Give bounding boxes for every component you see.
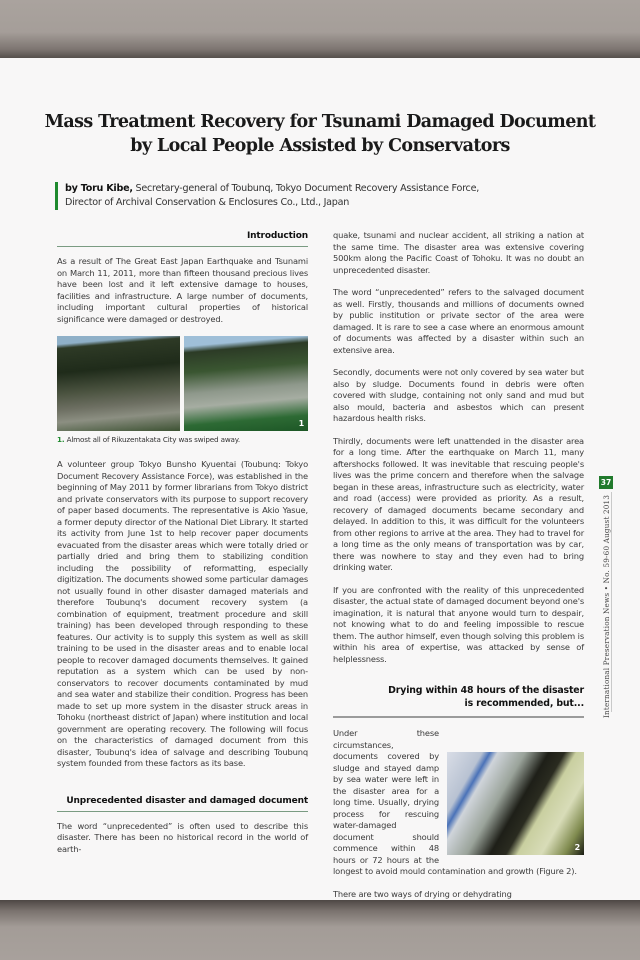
author-affiliation-2: Director of Archival Conservation & Enclosures Co., Ltd., Japan [65, 197, 350, 208]
intro-paragraph: As a result of The Great East Japan Earthquake and Tsunami on March 11, 2011, more than fifteen thousand precious lives have been lost and it left extensive damage to houses, facilities and infrastructure. A large number of documents, including important cultural properties of historical significance were damaged or destroyed. [57, 256, 308, 324]
background-bottom [0, 900, 640, 960]
right-paragraph-6 [333, 728, 584, 878]
magazine-page [0, 58, 640, 900]
drying-text: Under these circumstances, documents covered by sludge and stayed damp by sea water were left in the disaster area for a long time. Usually, drying process for rescuing water-damaged document should commence within 48 hours or 72 hours at the longest to avoid mould contamination and growth (Figure 2). [333, 728, 577, 876]
unprecedented-paragraph: The word “unprecedented” is often used to describe this disaster. There has been no historical record in the world of earth- [57, 820, 308, 854]
title-line-1: Mass Treatment Recovery for Tsunami Damaged Document [44, 112, 596, 132]
right-paragraph-3: Secondly, documents were not only covered by sea water but also by sludge. Documents found in debris were often covered with sludge, containing not only sand and mud but also mould, bacteria and asbestos which can present hazardous health risks. [333, 367, 584, 423]
right-paragraph-1: quake, tsunami and nuclear accident, all striking a nation at the same time. The disaster area was extensive covering 500km along the Pacific Coast of Tohoku. It was no doubt an unprecedented disaster. [333, 230, 584, 275]
right-paragraph-2: The word “unprecedented” refers to the salvaged document as well. Firstly, thousands and millions of documents owned by public institution or private sector of the area were damaged. It is rare to see a case where an enormous amount of documents was affected by a disaster within such an extensive area. [333, 287, 584, 355]
caption-number: 1. [57, 435, 65, 444]
title-line-2: by Local People Assisted by Conservators [130, 136, 510, 156]
section-heading-drying [333, 684, 584, 718]
right-column [333, 230, 584, 911]
heading-line-1: Drying within 48 hours of the disaster [388, 685, 584, 696]
figure-1-number: 1 [298, 418, 304, 428]
background-top [0, 0, 640, 58]
figure-1-caption [57, 435, 308, 445]
section-heading-introduction: Introduction [57, 230, 308, 247]
author-name: by Toru Kibe, [65, 183, 133, 194]
caption-text: Almost all of Rikuzentakata City was swiped away. [64, 435, 241, 444]
paragraph-toubunq: A volunteer group Tokyo Bunsho Kyuentai (Toubunq: Tokyo Document Recovery Assistance Force), was established in the beginning of May 2011 by former librarians from Tokyo district and private conservators with its purpose to support recovery of paper based documents. The representative is Akio Yasue, a former deputy director of the National Diet Library. It started its activity from June 1st to help recover paper documents evacuated from the disaster areas which were totally dried or partially dried and bring them to stabilizing condition including the possibility of reformatting, especially digitization. The documents showed some particular damages not usually found in other disaster damaged materials and therefore Toubunq's document recovery system (a combination of equipment, treatment procedure and skill training) has been developed through responding to these features. Our activity is to supply this system as well as skill training to be used in the disaster areas and to enable local people to recover damaged documents themselves. It gained reputation as a system which can be used by non-conservators to recover documents contaminated by mud and sea water and stabilize their condition. Progress has been made to set up more system in the disaster struck areas in Tohoku (northeast district of Japan) where institution and local government are operating recovery. The following will focus on the characteristics of damaged document from this disaster, Toubunq's idea of salvage and describing Toubunq system founded from these factors as its base. [57, 459, 308, 768]
page-number-badge: 37 [600, 478, 612, 487]
figure-2-number: 2 [574, 842, 580, 852]
running-footer-vertical: International Preservation News • No. 59-60 August 2013 [602, 494, 611, 718]
figure-1 [57, 336, 308, 431]
section-heading-unprecedented: Unprecedented disaster and damaged document [57, 795, 308, 812]
author-affiliation-1: Secretary-general of Toubunq, Tokyo Document Recovery Assistance Force, [132, 183, 480, 194]
right-paragraph-5: If you are confronted with the reality of this unprecedented disaster, the actual state of damaged document beyond one's imagination, it is natural that anyone would turn to despair, not knowing what to do and feeling impossible to rescue them. The author himself, even though solving this problem is within his area of expertise, was attacked by sense of helplessness. [333, 584, 584, 664]
figure-1-photo-before [57, 336, 180, 431]
article-title [0, 110, 640, 158]
figure-2-photo [447, 752, 584, 855]
left-column [57, 230, 308, 866]
side-rule [611, 492, 612, 712]
right-paragraph-7: There are two ways of drying or dehydrating [333, 888, 512, 899]
byline [55, 182, 505, 210]
right-paragraph-4: Thirdly, documents were left unattended in the disaster area for a long time. After the earthquake on March 11, many aftershocks followed. It was inevitable that rescuing people's lives was the prime concern and therefore when the salvage began in these areas, infrastructure such as electricity, water and road (access) were provided as priority. As a result, recovery of damaged documents became secondary and delayed. In addition to this, it was difficult for the volunteers from other regions to arrive at the area. They had to travel for a long time as the only means of transportation was by car, there was nowhere to stay and they even had to bring drinking water. [333, 435, 584, 572]
heading-line-2: is recommended, but... [464, 698, 584, 709]
figure-1-photo-after [184, 336, 308, 431]
